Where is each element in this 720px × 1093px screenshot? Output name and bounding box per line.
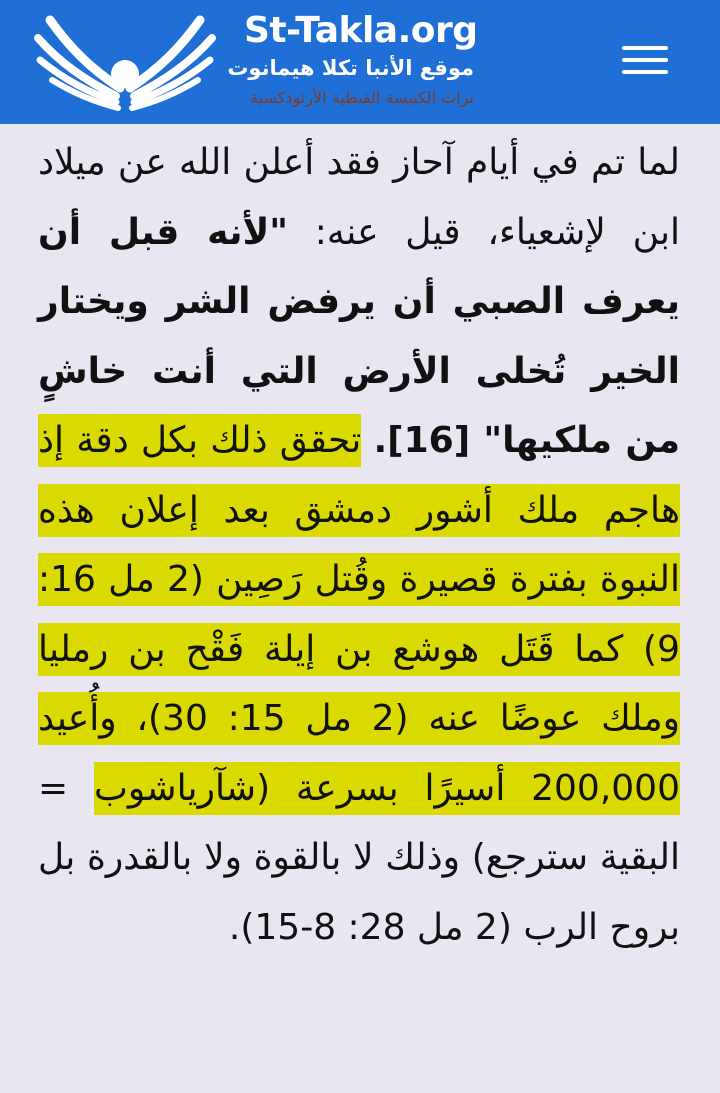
site-subtitle: موقع الأنبا تكلا هيمانوت — [227, 56, 474, 80]
menu-line — [622, 58, 668, 62]
menu-line — [622, 46, 668, 50]
menu-line — [622, 70, 668, 74]
article-body — [38, 124, 680, 962]
scripture-quote: "لأنه قبل أن يعرف الصبي أن يرفض الشر ويختار الخير تُخلى الأرض التي أنت خاشٍ من ملكيها" [16]. — [38, 211, 681, 461]
hamburger-menu-icon[interactable] — [622, 44, 668, 76]
highlighted-text[interactable]: تحقق ذلك بكل دقة إذ هاجم ملك أشور دمشق بعد إعلان هذه النبوة بفترة قصيرة وقُتل رَصِين (2 مل 16: 9) كما قَتَل هوشع بن إيلة فَقْح بن رمليا وملك عوضًا عنه (2 مل 15: 30)، وأُعيد 200,000 أسيرًا بسرعة (شآرياشوب — [38, 414, 680, 815]
winged-sun-icon[interactable] — [30, 8, 220, 118]
site-header — [0, 0, 720, 124]
site-name[interactable]: St-Takla.org — [244, 10, 478, 51]
article-tail: = البقية سترجع) وذلك لا بالقوة ولا بالقدرة بل بروح الرب (2 مل 28: 8-15). — [38, 767, 680, 948]
article-intro: لما تم في أيام آحاز فقد أعلن الله عن ميلاد ابن لإشعياء، قيل عنه: — [38, 142, 680, 253]
site-tagline: تراث الكنيسة القبطية الأرثوذكسية — [250, 88, 474, 107]
